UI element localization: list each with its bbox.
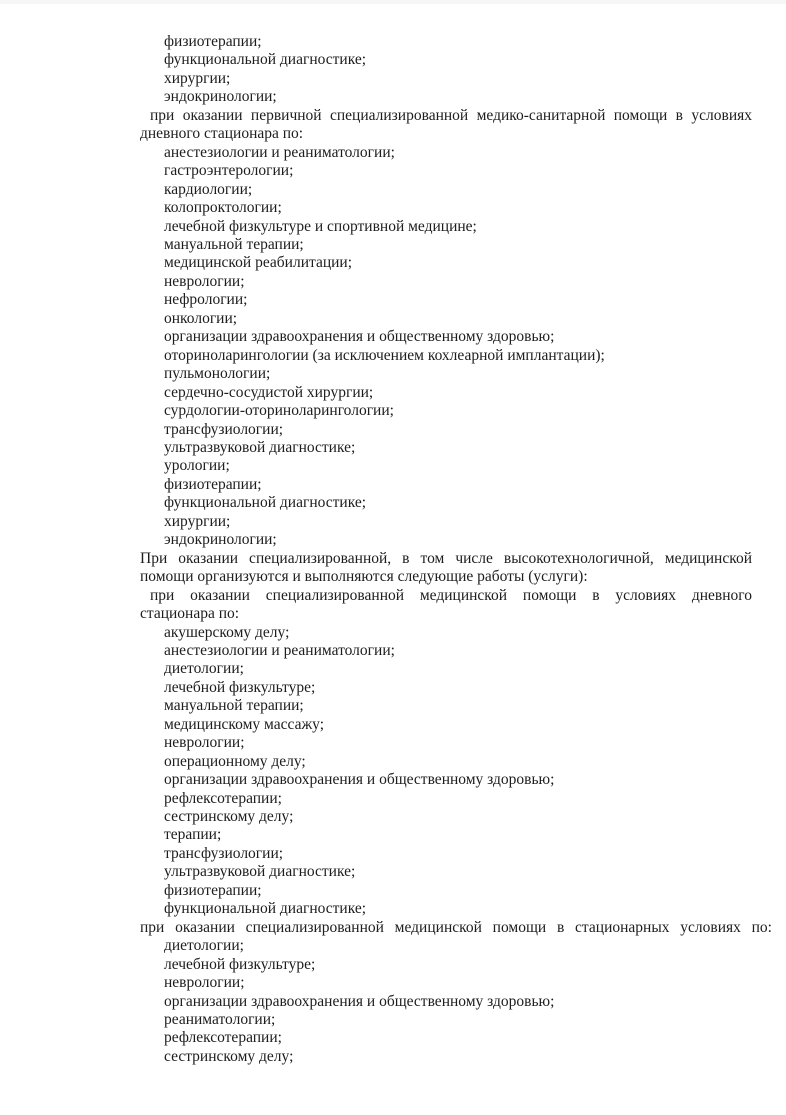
- paragraph-line: при оказании специализированной медицинской помощи в условиях дневного: [150, 586, 752, 604]
- service-item: оториноларингологии (за исключением кохлеарной имплантации);: [164, 346, 605, 364]
- service-item: лечебной физкультуре;: [164, 955, 316, 973]
- service-item: рефлексотерапии;: [164, 1029, 282, 1047]
- service-item: организации здравоохранения и общественному здоровью;: [164, 771, 555, 789]
- service-item: лечебной физкультуре и спортивной медицине;: [164, 217, 477, 235]
- service-item: нефрологии;: [164, 291, 248, 309]
- service-item: медицинской реабилитации;: [164, 254, 353, 272]
- service-item: физиотерапии;: [164, 33, 262, 50]
- service-item: анестезиологии и реаниматологии;: [164, 641, 395, 659]
- service-list-primary-specialized-day-hospital: [140, 144, 752, 550]
- service-item: онкологии;: [164, 309, 238, 327]
- service-list-specialized-day-hospital: [140, 624, 752, 919]
- header-specialized-day-hospital: [140, 587, 752, 624]
- service-item: гастроэнтерологии;: [164, 162, 294, 180]
- paragraph-specialized-high-tech-care: [140, 550, 752, 587]
- service-item: диетологии;: [164, 937, 244, 955]
- service-item: трансфузиологии;: [164, 420, 284, 438]
- service-item: неврологии;: [164, 734, 245, 752]
- paragraph-line: дневного стационара по:: [140, 125, 304, 143]
- service-item: операционному делу;: [164, 752, 306, 770]
- service-item: ультразвуковой диагностике;: [164, 438, 356, 456]
- service-item: эндокринологии;: [164, 531, 277, 549]
- service-item: физиотерапии;: [164, 881, 262, 899]
- service-item: функциональной диагностике;: [164, 51, 367, 69]
- service-item: сестринскому делу;: [164, 1047, 294, 1065]
- page-top-edge: [0, 0, 786, 4]
- service-item: диетологии;: [164, 660, 244, 678]
- service-item: терапии;: [164, 826, 222, 844]
- service-item: анестезиологии и реаниматологии;: [164, 143, 395, 161]
- service-list-continued: [140, 33, 752, 107]
- service-item: пульмонологии;: [164, 365, 271, 383]
- service-list-specialized-inpatient: [140, 937, 752, 1066]
- paragraph-line: при оказании первичной специализированной медико-санитарной помощи в условиях: [150, 106, 752, 124]
- paragraph-line: При оказании специализированной, в том числе высокотехнологичной, медицинской: [140, 549, 752, 567]
- service-item: урологии;: [164, 457, 230, 475]
- service-item: хирургии;: [164, 69, 231, 87]
- header-primary-specialized-day-hospital: [140, 107, 752, 144]
- service-item: мануальной терапии;: [164, 697, 304, 715]
- service-item: реаниматологии;: [164, 1011, 276, 1029]
- service-item: сердечно-сосудистой хирургии;: [164, 383, 374, 401]
- header-specialized-inpatient: [140, 918, 772, 937]
- service-item: медицинскому массажу;: [164, 715, 325, 733]
- service-item: ультразвуковой диагностике;: [164, 863, 356, 881]
- service-item: неврологии;: [164, 974, 245, 992]
- paragraph-line: стационара по:: [140, 605, 240, 623]
- service-item: лечебной физкультуре;: [164, 678, 316, 696]
- service-item: мануальной терапии;: [164, 235, 304, 253]
- service-item: организации здравоохранения и общественному здоровью;: [164, 328, 555, 346]
- service-item: сестринскому делу;: [164, 808, 294, 826]
- service-item: эндокринологии;: [164, 88, 277, 106]
- service-item: акушерскому делу;: [164, 623, 290, 641]
- service-item: неврологии;: [164, 272, 245, 290]
- paragraph-line: помощи организуются и выполняются следующие работы (услуги):: [140, 568, 588, 586]
- paragraph-line: при оказании специализированной медицинской помощи в стационарных условиях по:: [140, 918, 772, 936]
- service-item: физиотерапии;: [164, 475, 262, 493]
- document-page: [140, 33, 772, 1066]
- service-item: рефлексотерапии;: [164, 789, 282, 807]
- service-item: кардиологии;: [164, 180, 253, 198]
- service-item: функциональной диагностике;: [164, 494, 367, 512]
- service-item: колопроктологии;: [164, 199, 282, 217]
- service-item: сурдологии-оториноларингологии;: [164, 402, 394, 420]
- service-item: хирургии;: [164, 512, 231, 530]
- service-item: трансфузиологии;: [164, 844, 284, 862]
- service-item: организации здравоохранения и общественному здоровью;: [164, 992, 555, 1010]
- service-item: функциональной диагностике;: [164, 900, 367, 918]
